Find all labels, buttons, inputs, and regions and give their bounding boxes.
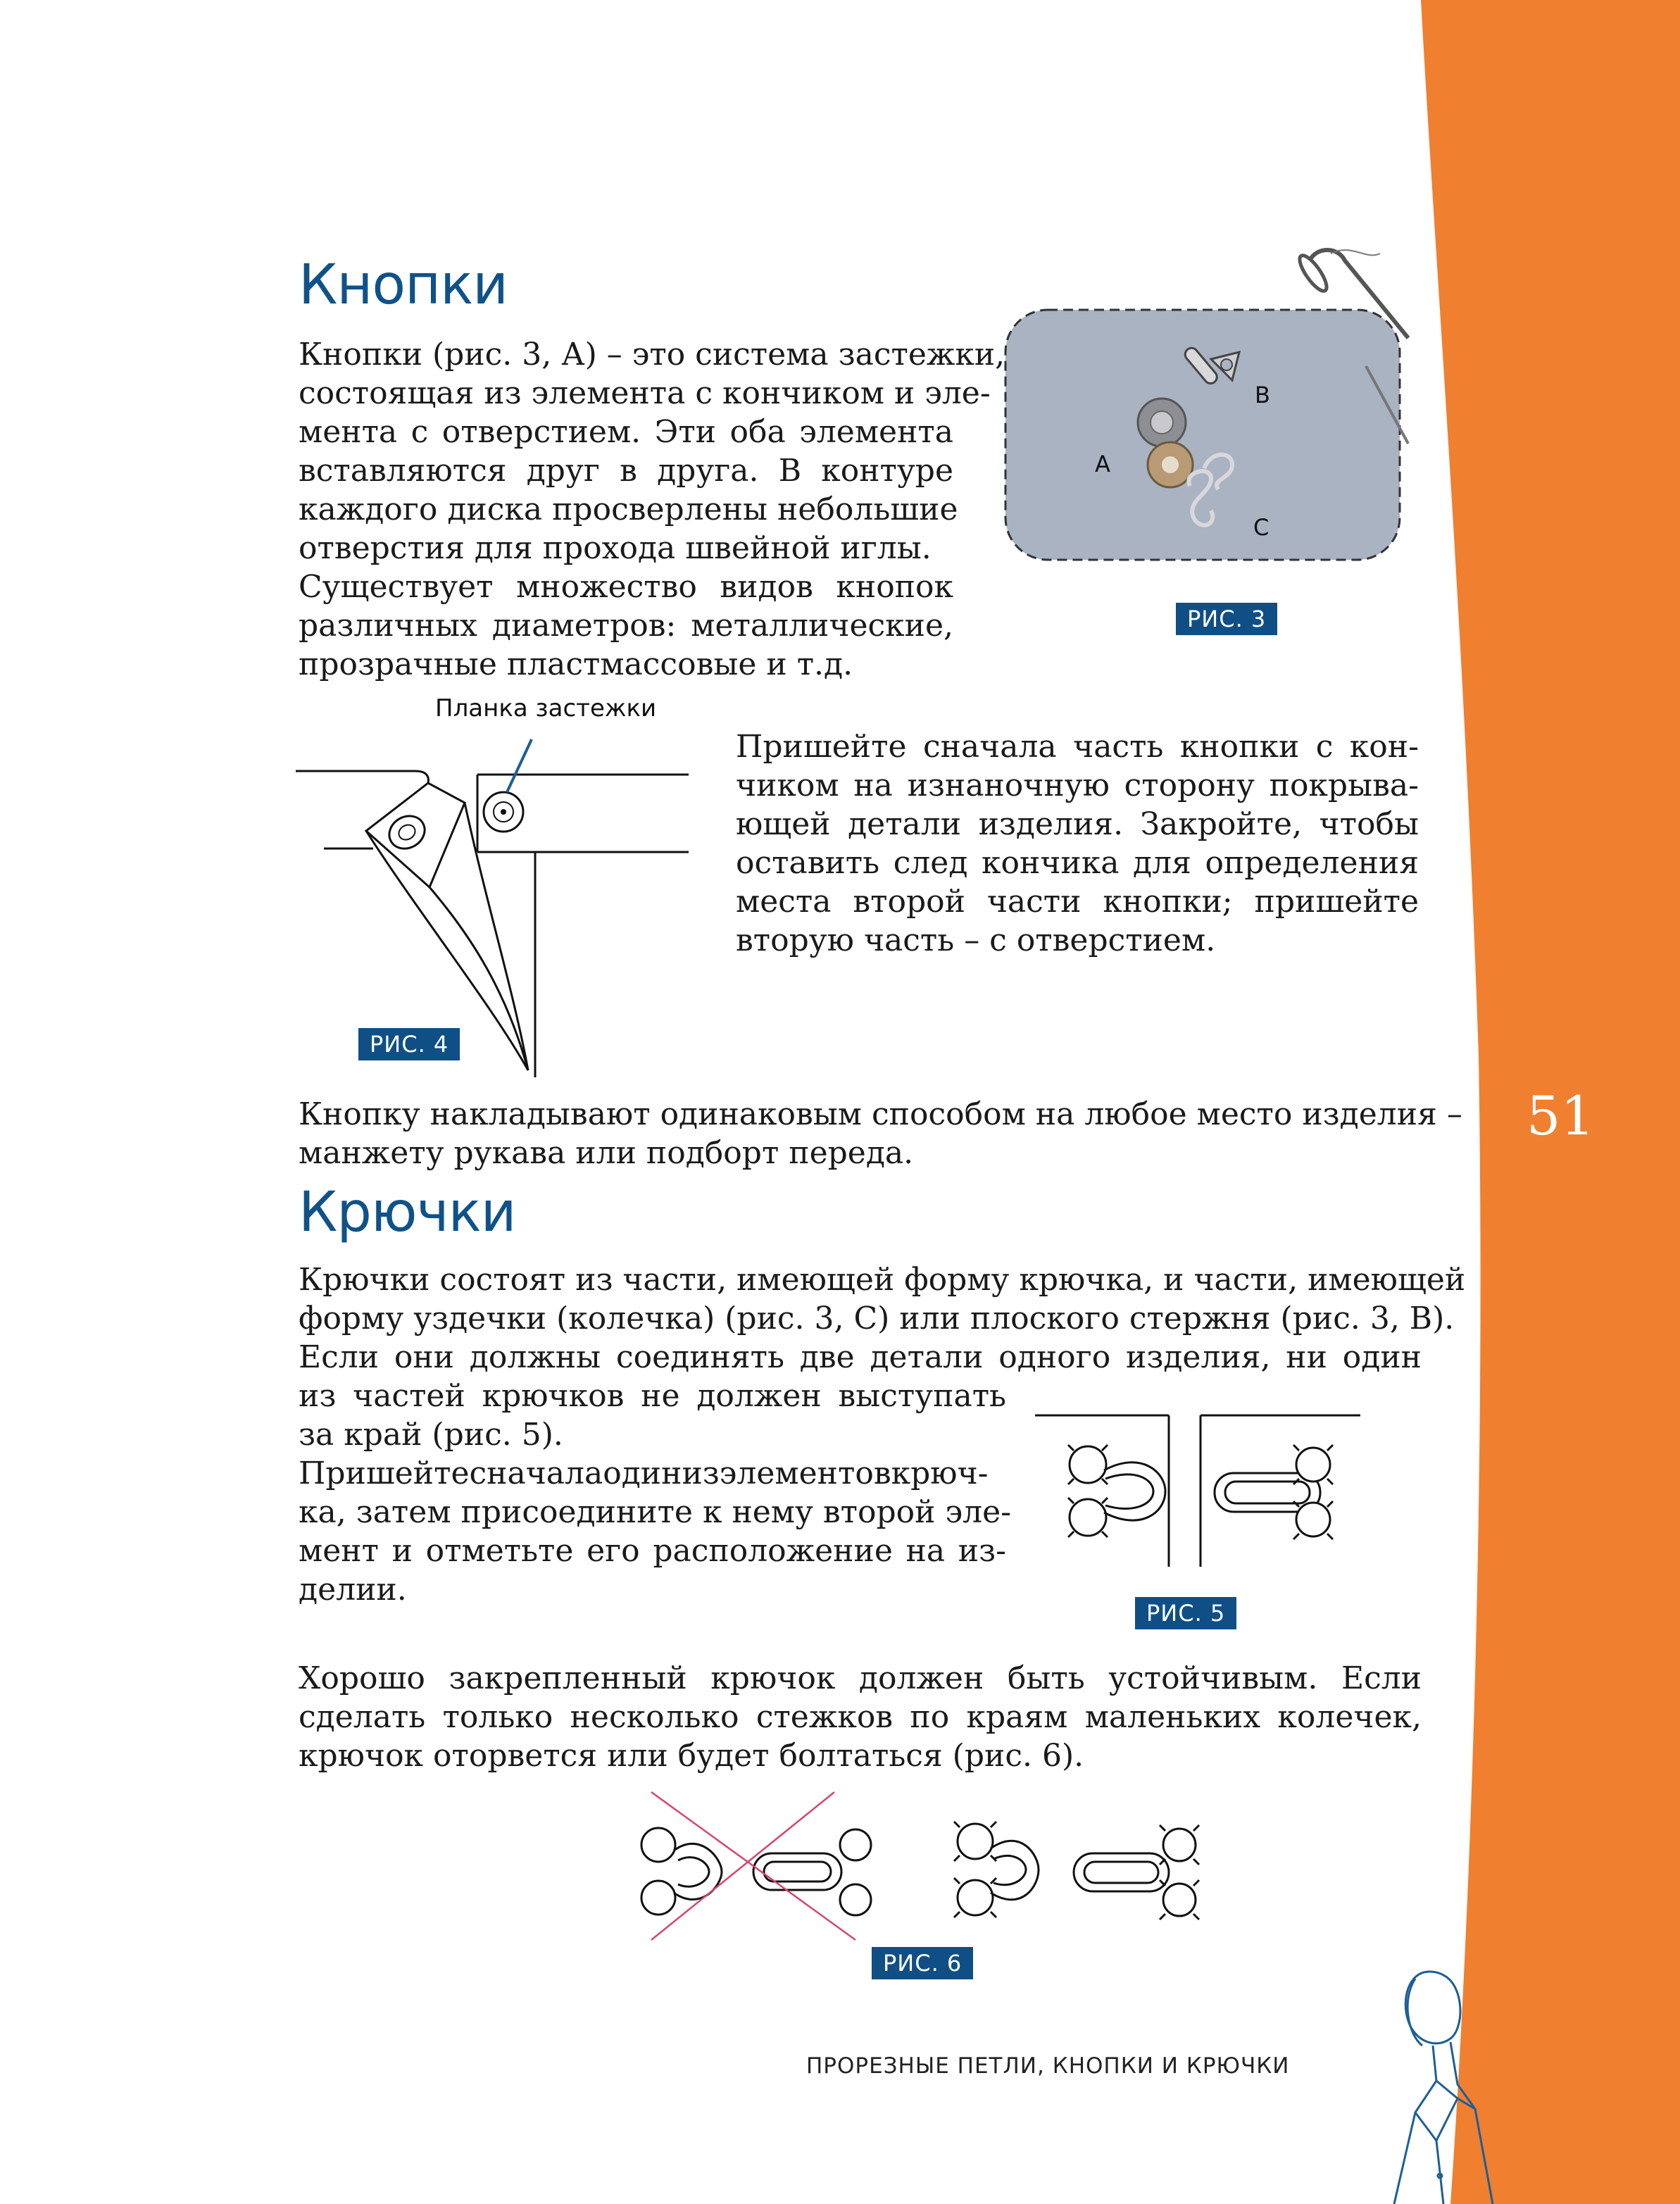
figure-6-diagram	[623, 1789, 1236, 1951]
figure-4-caption: РИС. 4	[358, 1028, 460, 1060]
figure-4-callout: Планка застежки	[435, 694, 657, 722]
page-number: 51	[1527, 1084, 1595, 1147]
apply-snap-paragraph	[299, 1095, 1462, 1172]
hook-bar-icon	[1215, 1445, 1333, 1539]
text-line: форму уздечки (колечка) (рис. 3, С) или плоского стержня (рис. 3, В).	[299, 1301, 1455, 1336]
figure-3-caption: РИС. 3	[1176, 603, 1277, 635]
heading-hooks: Крючки	[299, 1181, 516, 1244]
hook-eye-icon	[1068, 1445, 1165, 1537]
text-line: каждого диска просверлены небольшие	[299, 491, 958, 527]
figure-5-caption: РИС. 5	[1135, 1597, 1236, 1629]
woman-illustration	[1352, 1958, 1521, 2204]
text-line: Хорошо закрепленный крючок должен быть устойчивым. Если	[299, 1660, 1422, 1696]
heading-snaps: Кнопки	[299, 253, 508, 317]
text-line: Если они должны соединять две детали одного изделия, ни один	[299, 1339, 1422, 1375]
text-line: мент и отметьте его расположение на из-	[299, 1533, 1006, 1569]
text-line: делии.	[299, 1572, 407, 1608]
text-line: ка, затем присоедините к нему второй эле-	[299, 1494, 1011, 1530]
wrong-hook-eye-icon	[641, 1828, 722, 1915]
text-line: вторую часть – с отверстием.	[736, 922, 1216, 958]
text-line: чиком на изнаночную сторону покрыва-	[736, 768, 1419, 803]
text-line: оставить след кончика для определения	[736, 845, 1419, 881]
text-line: мента с отверстием. Эти оба элемента	[299, 414, 953, 450]
text-line: Пришейте сначала часть кнопки с кон-	[736, 729, 1419, 765]
text-line: различных диаметров: металлические,	[299, 608, 953, 644]
label-a: А	[1095, 451, 1110, 477]
text-line: Пришейтесначалаодинизэлементовкрюч-	[299, 1455, 989, 1491]
label-c: С	[1253, 514, 1270, 541]
figure-6-caption: РИС. 6	[872, 1947, 973, 1979]
hooks-sew-paragraph	[299, 1377, 1011, 1609]
running-footer: ПРОРЕЗНЫЕ ПЕТЛИ, КНОПКИ И КРЮЧКИ	[806, 2053, 1290, 2079]
label-b: B	[1255, 382, 1270, 408]
text-line: Кнопку накладывают одинаковым способом на любое место изделия –	[299, 1096, 1462, 1132]
text-line: ющей детали изделия. Закройте, чтобы	[736, 806, 1419, 842]
text-line: крючок оторвется или будет болтаться (рис. 6).	[299, 1738, 1084, 1774]
sew-snap-paragraph	[736, 727, 1419, 960]
text-line: прозрачные пластмассовые и т.д.	[299, 646, 853, 682]
figure-5-diagram	[1035, 1408, 1366, 1570]
correct-hook-bar-icon	[1074, 1825, 1199, 1920]
text-line: Крючки состоят из части, имеющей форму крючка, и части, имеющей	[299, 1262, 1466, 1298]
text-line: Кнопки (рис. 3, А) – это система застежки,	[299, 337, 1005, 372]
figure-3-photo	[1000, 246, 1422, 577]
text-line: из частей крючков не должен выступать	[299, 1378, 1006, 1414]
text-line: за край (рис. 5).	[299, 1417, 563, 1453]
figure-4-diagram	[296, 725, 697, 1084]
text-line: вставляются друг в друга. В контуре	[299, 453, 953, 489]
text-line: состоящая из элемента с кончиком и эле-	[299, 375, 991, 411]
snaps-intro-paragraph	[299, 335, 1005, 684]
text-line: Существует множество видов кнопок	[299, 569, 953, 605]
text-line: сделать только несколько стежков по краям маленьких колечек,	[299, 1699, 1422, 1735]
text-line: отверстия для прохода швейной иглы.	[299, 530, 932, 566]
text-line: манжету рукава или подборт переда.	[299, 1135, 914, 1171]
correct-hook-eye-icon	[954, 1822, 1039, 1917]
snap-socket-icon	[484, 792, 523, 832]
hooks-stable-paragraph	[299, 1659, 1422, 1775]
text-line: места второй части кнопки; пришейте	[736, 884, 1419, 920]
hooks-intro-paragraph	[299, 1260, 1466, 1377]
